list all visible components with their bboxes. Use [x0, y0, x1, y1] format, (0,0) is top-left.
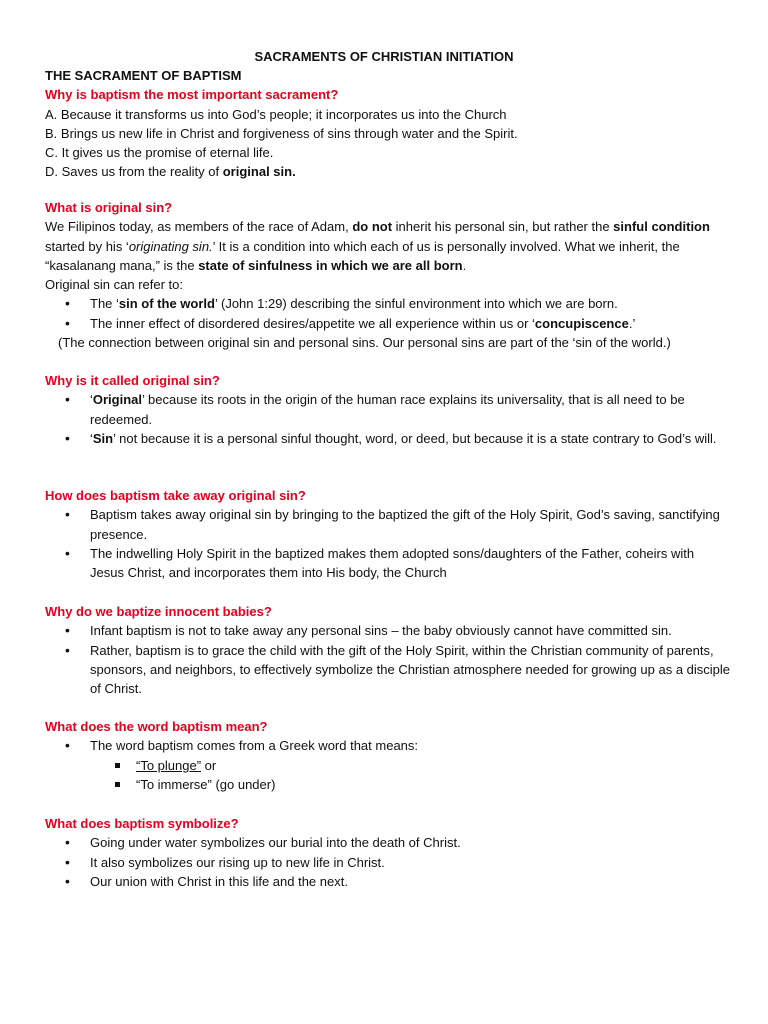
- text-run: .’: [628, 315, 636, 331]
- question-heading: Why do we baptize innocent babies?: [45, 604, 272, 619]
- question-heading: What does baptism symbolize?: [45, 816, 239, 831]
- text-run-bold: do not: [352, 219, 393, 235]
- text-run-bold: concupiscence: [534, 315, 629, 331]
- text-run-bold: sin of the world: [118, 296, 215, 312]
- section-babies: [45, 602, 730, 698]
- question-heading: How does baptism take away original sin?: [45, 488, 306, 503]
- answer-d-text: D. Saves us from the reality of: [45, 164, 223, 180]
- section-heading: THE SACRAMENT OF BAPTISM: [45, 68, 242, 83]
- text-run: .: [462, 257, 467, 273]
- take-away-list: [45, 505, 730, 582]
- text-run: inherit his personal sin, but rather the: [392, 219, 614, 235]
- babies-list: [45, 621, 730, 698]
- answer-b: B. Brings us new life in Christ and forgiveness of sins through water and the Spirit.: [45, 125, 518, 141]
- why-called-list: [45, 390, 730, 448]
- section-word-meaning: [45, 717, 730, 794]
- answer-c: C. It gives us the promise of eternal life.: [45, 145, 274, 161]
- answer-a: A. Because it transforms us into God’s people; it incorporates us into the Church: [45, 106, 507, 122]
- list-item: • Rather, baptism is to grace the child with the gift of the Holy Spirit, within the Christian community of parents, sponsors, and neighbors, to effectively symbolize the Christian atmosphere needed for growing up as a disciple of Christ.: [45, 641, 730, 699]
- text-run: ’ (John 1:29) describing the sinful environment into which we are born.: [214, 296, 618, 312]
- text-run: started by his ‘: [45, 238, 129, 254]
- refer-list: [45, 294, 730, 333]
- text-run-bold: Sin: [92, 430, 114, 446]
- list-item: • It also symbolizes our rising up to new life in Christ.: [45, 853, 730, 872]
- connection-note: (The connection between original sin and personal sins. Our personal sins are part of the ‘sin of the world.): [58, 335, 671, 351]
- text-run: ‘: [90, 392, 93, 408]
- list-item: • Baptism takes away original sin by bringing to the baptized the gift of the Holy Spirit, God’s saving, sanctifying presence.: [45, 505, 730, 544]
- text-run: or: [201, 757, 217, 773]
- answer-d: [45, 162, 730, 181]
- sub-list-item: “To immerse” (go under): [45, 775, 730, 794]
- question-heading: What is original sin?: [45, 200, 173, 215]
- section-importance: [45, 66, 730, 182]
- section-original-sin: [45, 198, 730, 352]
- original-sin-paragraph: [45, 217, 730, 275]
- list-item: • The indwelling Holy Spirit in the baptized makes them adopted sons/daughters of the Father, coheirs with Jesus Christ, and incorporates them into His body, the Church: [45, 544, 730, 583]
- symbolize-list: [45, 833, 730, 891]
- list-item: • Going under water symbolizes our burial into the death of Christ.: [45, 833, 730, 852]
- text-run-bold: Original: [92, 392, 143, 408]
- list-item: • Our union with Christ in this life and the next.: [45, 872, 730, 891]
- question-heading: Why is it called original sin?: [45, 373, 220, 388]
- question-heading: What does the word baptism mean?: [45, 719, 268, 734]
- list-item: • Infant baptism is not to take away any personal sins – the baby obviously cannot have committed sin.: [45, 621, 730, 640]
- section-symbolize: [45, 814, 730, 891]
- text-run: We Filipinos today, as members of the race of Adam,: [45, 219, 353, 235]
- text-run-bold: sinful condition: [613, 219, 710, 235]
- list-item: [45, 294, 730, 313]
- refer-line: Original sin can refer to:: [45, 277, 184, 293]
- list-item: [45, 314, 730, 333]
- question-heading: Why is baptism the most important sacrament?: [45, 87, 339, 103]
- document-title: SACRAMENTS OF CHRISTIAN INITIATION: [254, 49, 514, 64]
- text-run: The inner effect of disordered desires/appetite we all experience within us or ‘: [90, 315, 535, 331]
- list-item: [45, 429, 730, 448]
- text-run: ’ It is a condition into which each of us is personally involved. What we inherit, the “kasalanang mana,” is the: [45, 238, 680, 273]
- meaning-list: [45, 736, 730, 794]
- text-run-italic: originating sin.: [128, 238, 213, 254]
- sub-list-item: [45, 756, 730, 775]
- list-item: • The word baptism comes from a Greek word that means:: [45, 736, 730, 755]
- text-run-bold: state of sinfulness in which we are all born: [198, 257, 463, 273]
- text-run: ‘: [90, 430, 93, 446]
- list-item: [45, 390, 730, 429]
- section-take-away: [45, 486, 730, 582]
- text-run: ’ because its roots in the origin of the human race explains its universality, that is all need to be redeemed.: [90, 392, 685, 427]
- answer-d-emphasis: original sin.: [222, 164, 296, 180]
- section-why-called: [45, 371, 730, 448]
- text-run: ’ not because it is a personal sinful thought, word, or deed, but because it is a state contrary to God’s will.: [113, 430, 717, 446]
- text-run-underlined: “To plunge”: [136, 757, 202, 773]
- text-run: The ‘: [90, 296, 119, 312]
